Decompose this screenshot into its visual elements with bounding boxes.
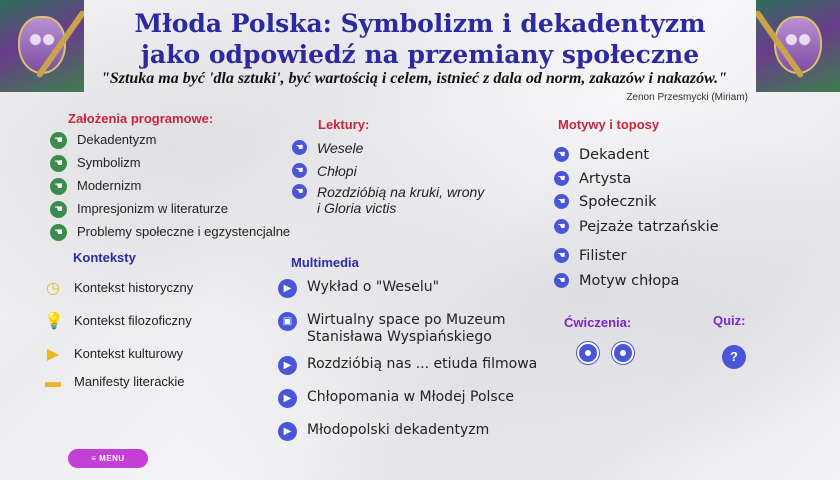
zalozenia-item[interactable]: ☚ Impresjonizm w literaturze (50, 201, 228, 218)
clock-icon: ◷ (46, 280, 60, 297)
hand-pointer-icon: ☚ (554, 248, 569, 263)
lektury-heading: Lektury: (318, 117, 370, 132)
hand-pointer-icon: ☚ (292, 184, 307, 199)
multimedia-item-wyklad[interactable]: ▶ Wykład o "Weselu" (278, 279, 439, 298)
motto-quote: "Sztuka ma być 'dla sztuki', być wartością i celem, istnieć z dala od norm, zakazów i nakazów." (100, 70, 728, 87)
hand-pointer-icon: ☚ (554, 194, 569, 209)
manifesty-literackie-link[interactable]: ▬ Manifesty literackie (45, 374, 185, 391)
play-icon: ▶ (278, 422, 297, 441)
hand-pointer-icon: ☚ (50, 132, 67, 149)
play-icon: ▶ (278, 356, 297, 375)
folder-icon: ▬ (45, 374, 61, 391)
motyw-item[interactable]: ☚ Filister (554, 248, 627, 264)
multimedia-item-muzeum[interactable]: ▣ Wirtualny space po Muzeum Stanisława Wyspiańskiego (278, 312, 505, 346)
cwiczenia-heading: Ćwiczenia: (564, 315, 632, 330)
quiz-button[interactable]: ? (722, 345, 746, 369)
hand-pointer-icon: ☚ (50, 155, 67, 172)
quote-author: Zenon Przesmycki (Miriam) (626, 92, 748, 103)
zalozenia-item[interactable]: ☚ Dekadentyzm (50, 132, 156, 149)
motyw-item[interactable]: ☚ Dekadent (554, 147, 649, 163)
cwiczenie-1-button[interactable] (577, 342, 599, 364)
hand-pointer-icon: ☚ (554, 219, 569, 234)
image-icon: ▣ (278, 312, 297, 331)
lektura-gloria-victis[interactable]: i Gloria victis (317, 200, 397, 216)
page-title-line2: jako odpowiedź na przemiany społeczne (140, 40, 700, 69)
lightbulb-icon: 💡 (44, 313, 64, 330)
konteksty-heading: Konteksty (73, 250, 136, 265)
lektura-rozdziobia[interactable]: ☚ Rozdzióbią na kruki, wrony (292, 184, 484, 200)
hand-pointer-icon: ☚ (50, 178, 67, 195)
lektura-wesele[interactable]: ☚ Wesele (292, 140, 363, 156)
multimedia-item-etiuda[interactable]: ▶ Rozdzióbią nas ... etiuda filmowa (278, 356, 537, 375)
quiz-heading: Quiz: (713, 313, 746, 328)
play-icon: ▶ (278, 389, 297, 408)
play-icon: ▶ (278, 279, 297, 298)
lektura-chlopi[interactable]: ☚ Chłopi (292, 163, 357, 179)
cwiczenie-2-button[interactable] (612, 342, 634, 364)
multimedia-item-chlopomania[interactable]: ▶ Chłopomania w Młodej Polsce (278, 389, 514, 408)
motyw-item[interactable]: ☚ Artysta (554, 171, 631, 187)
motyw-item[interactable]: ☚ Społecznik (554, 194, 657, 210)
motyw-item[interactable]: ☚ Pejzaże tatrzańskie (554, 219, 719, 235)
hand-pointer-icon: ☚ (292, 163, 307, 178)
multimedia-item-dekadentyzm[interactable]: ▶ Młodopolski dekadentyzm (278, 422, 489, 441)
zalozenia-item[interactable]: ☚ Modernizm (50, 178, 141, 195)
motywy-heading: Motywy i toposy (558, 117, 660, 132)
zalozenia-item[interactable]: ☚ Problemy społeczne i egzystencjalne (50, 224, 290, 241)
hand-pointer-icon: ☚ (554, 147, 569, 162)
hand-pointer-icon: ☚ (50, 224, 67, 241)
motyw-item[interactable]: ☚ Motyw chłopa (554, 273, 679, 289)
kontekst-kulturowy-link[interactable]: ▶ Kontekst kulturowy (44, 346, 183, 364)
play-triangle-icon: ▶ (46, 346, 60, 363)
kontekst-filozoficzny-link[interactable]: 💡 Kontekst filozoficzny (44, 313, 192, 330)
hand-pointer-icon: ☚ (554, 171, 569, 186)
menu-button[interactable]: ≡ MENU (68, 449, 148, 468)
mask-artwork-right (756, 0, 840, 92)
mask-artwork-left (0, 0, 84, 92)
page-title-line1: Młoda Polska: Symbolizm i dekadentyzm (134, 9, 706, 38)
zalozenia-item[interactable]: ☚ Symbolizm (50, 155, 141, 172)
multimedia-heading: Multimedia (291, 255, 359, 270)
hand-pointer-icon: ☚ (554, 273, 569, 288)
kontekst-historyczny-link[interactable]: ◷ Kontekst historyczny (44, 280, 193, 298)
hand-pointer-icon: ☚ (292, 140, 307, 155)
zalozenia-heading: Założenia programowe: (68, 111, 214, 126)
hand-pointer-icon: ☚ (50, 201, 67, 218)
